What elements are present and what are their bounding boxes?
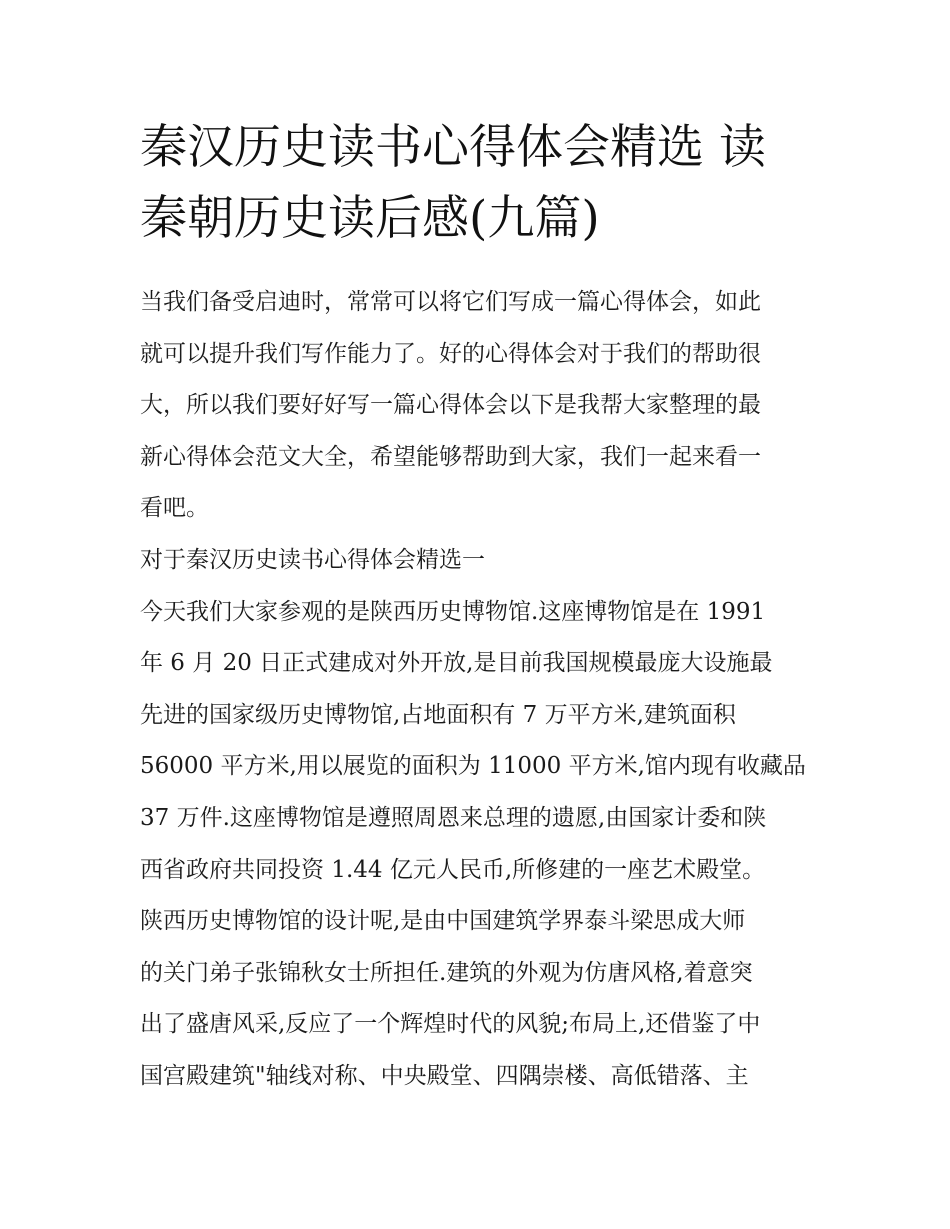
body-paragraph-1 xyxy=(140,587,812,897)
paragraph-line: 陕西历史博物馆的设计呢,是由中国建筑学界泰斗梁思成大师 xyxy=(140,908,746,935)
paragraph-line: 年 6 月 20 日正式建成对外开放,是目前我国规模最庞大设施最 xyxy=(140,650,773,677)
section-heading-text: 对于秦汉历史读书心得体会精选一 xyxy=(140,546,485,573)
paragraph-line: 国宫殿建筑"轴线对称、中央殿堂、四隅崇楼、高低错落、主 xyxy=(140,1062,749,1089)
paragraph-line: 先进的国家级历史博物馆,占地面积有 7 万平方米,建筑面积 xyxy=(140,701,736,728)
intro-line: 看吧。 xyxy=(140,495,209,522)
paragraph-line: 的关门弟子张锦秋女士所担任.建筑的外观为仿唐风格,着意突 xyxy=(140,959,753,986)
paragraph-line: 出了盛唐风采,反应了一个辉煌时代的风貌;布局上,还借鉴了中 xyxy=(140,1011,761,1038)
intro-paragraph xyxy=(140,277,812,535)
section-heading xyxy=(140,535,812,587)
paragraph-line: 37 万件.这座博物馆是遵照周恩来总理的遗愿,由国家计委和陕 xyxy=(140,804,767,831)
body-paragraph-2 xyxy=(140,896,812,1102)
title-line-2: 秦朝历史读后感(九篇) xyxy=(140,191,600,246)
title-line-1: 秦汉历史读书心得体会精选 读 xyxy=(140,120,766,175)
paragraph-line: 今天我们大家参观的是陕西历史博物馆.这座博物馆是在 1991 xyxy=(140,598,766,625)
intro-line: 就可以提升我们写作能力了。好的心得体会对于我们的帮助很 xyxy=(140,340,761,367)
intro-line: 当我们备受启迪时，常常可以将它们写成一篇心得体会，如此 xyxy=(140,289,761,315)
paragraph-line: 56000 平方米,用以展览的面积为 11000 平方米,馆内现有收藏品 xyxy=(140,753,806,780)
intro-line: 新心得体会范文大全，希望能够帮助到大家，我们一起来看一 xyxy=(140,443,761,470)
document-page xyxy=(140,112,812,1103)
intro-line: 大，所以我们要好好写一篇心得体会以下是我帮大家整理的最 xyxy=(140,392,761,419)
document-title xyxy=(140,112,812,254)
paragraph-line: 西省政府共同投资 1.44 亿元人民币,所修建的一座艺术殿堂。 xyxy=(140,856,766,883)
